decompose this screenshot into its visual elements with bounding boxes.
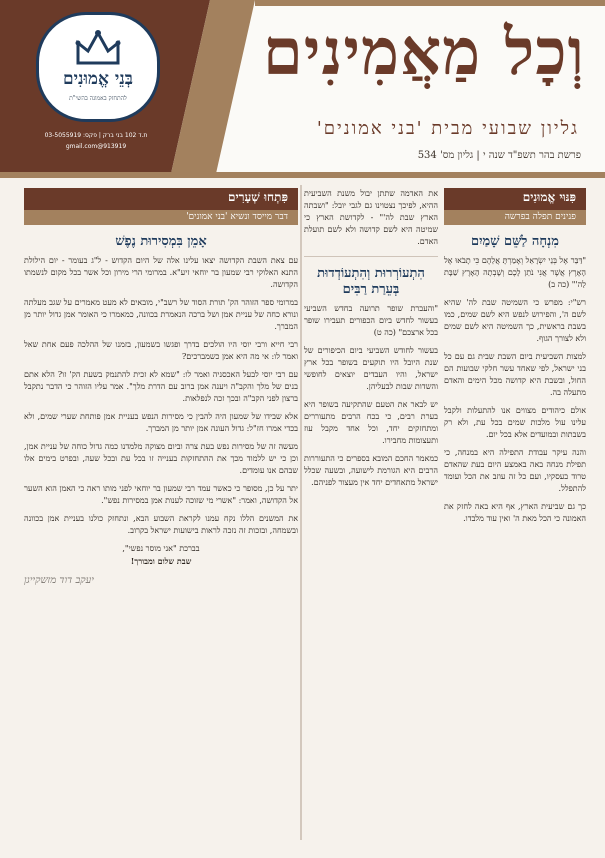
paragraph: עם רבי יוסי לבעל האכסניה ואמר לו: "שמא לא זכית להתנמק בשעת הק' זו? הלא אתם בנים של מלך והקב"ה ויענה אמן ברוב עם הדרת מלך". אמר עליו הזוהר כי הדבר נתקבל ברצון לפני הקב"ה ובכך זכה לנפלאות. — [24, 370, 298, 403]
masthead-title: וְכָל מַאֲמִינִים — [262, 15, 585, 90]
crown-icon — [74, 27, 122, 67]
column-left — [24, 188, 298, 838]
column-divider — [300, 185, 302, 840]
divider-rule — [304, 256, 438, 257]
middle-heading: הִתְעוֹרְרוּת וְהִתְעוֹדְדוּת בְּעֵרַת רַבִּים — [317, 266, 425, 297]
contact-address: ת.ד 102 בני ברק | פקס: 03-5055919 — [44, 132, 148, 139]
column-right — [444, 188, 586, 838]
paragraph: כמאמר החכם המובא בספרים כי התעוררות הרבים היא הגורמת לישועה, ובשעה שכלל ישראל מתאחדים יחד אין מעצור לפניהם. — [304, 454, 438, 487]
right-heading: מִנְחָה לַשֵּׁם שָׁמַיִם — [471, 234, 559, 249]
contact-email[interactable]: 913919@gmail.com — [65, 143, 127, 150]
paragraph: רבי חייא ורבי יוסי היו הולכים בדרך ופגשו בשמעון, בזמנו של ההלכה פעם אחת שאל ואמר לו: אי מה היא אמן כשמברכים? — [24, 340, 298, 361]
paragraph: בעשור לחודש השביעי ביום הכיפורים של שנת היובל היו תוקעים בשופר בכל ארץ ישראל, והיו העבדים יוצאים לחופשי והשדות שבות לבעליהן. — [304, 346, 438, 391]
paragraph: כך גם שביעית הארץ, אף היא באה לחזק את האמונה כי הכל מאת ה' ואין עוד מלבדו. — [444, 502, 586, 523]
contact-info — [26, 130, 166, 152]
middle-text-top — [304, 188, 438, 248]
paragraph: עם צאת השבת הקדושה יצאו עלינו אלה של היום הקדוש - ל"ג בעומר - יום הילולת התנא האלוקי רבי שמעון בר יוחאי זיע"א. במרומי הרי מירון וכל אשר בכל מקום לנשמתו הקדושה. — [24, 256, 298, 289]
left-heading: אָמֵן בִּמְסִירוּת נֶפֶשׁ — [115, 234, 207, 249]
paragraph: "והעברת שופר תרועה בחדש השביעי בעשור לחדש ביום הכפורים תעבירו שופר בכל ארצכם" (כה ט) — [304, 304, 438, 337]
logo-badge — [36, 12, 160, 122]
issue-info: פרשת בהר תשפ"ד שנה י | גליון מס' 534 — [417, 150, 581, 161]
right-sub-banner: פנינים תפלה בפרשה — [444, 210, 586, 225]
paragraph: את המשנים הללו נקח עמנו לקראת השבוע הבא, ונתחזק כולנו בעניית אמן בכוונה ובשמחה, ובזכות זה נזכה לראות בישועות ישראל בקרוב. — [24, 514, 298, 535]
paragraph: יש לבאר את הטעם שהתקיעה בשופר היא בערת רבים, כי בכח הרבים מתעוררים ומתחזקים יחד, וכל אחד מקבל עוז ותעצומות מחבירו. — [304, 400, 438, 445]
left-text — [24, 255, 298, 567]
left-banner: פִּתְחוּ שְׁעָרִים — [24, 188, 298, 210]
masthead-subtitle: גליון שבועי מבית 'בני אמונים' — [316, 118, 579, 139]
paragraph: אולם כיהודים מצווים אנו להתעלות ולקבל עלינו עול מלכות שמים בכל עת, ולא רק בשבתות ובמועדים אלא בכל יום. — [444, 406, 586, 439]
signature — [24, 575, 298, 586]
logo-name: בְּנֵי אֱמוּנִים — [62, 69, 134, 89]
left-sub-banner: דבר מייסד ונשיא 'בני אמונים' — [24, 210, 298, 225]
paragraph: רש"י: מפרש כי השמיטה שבת לה' שהיא לשם ה', והפירוש לנפש היא לשם שמים, כמו בשבת בראשית, כך השמיטה היא לשם שמים ולא לצורך הגוף. — [444, 298, 586, 343]
paragraph: את האדמה שתתן יבול משנת השביעית ההיא, לפיכך נצטוינו גם לגבי יובל: "ושבתה הארץ שבת לה'" - לקדושת הארץ כי שמיטה היא לשם קדושה ולא לשם תועלת האדם. — [304, 189, 438, 246]
masthead — [0, 0, 605, 178]
paragraph: מעשה זה של מסירות נפש בעת צרה וביום מצוקה מלמדנו כמה גדול כוחה של עניית אמן, וכן כי יש ללמוד מכך את ההתחזקות בענייה זו בכל עת ובכל שעה, ובפרט בימים אלו שבהם אנו עומדים. — [24, 442, 298, 475]
column-middle — [304, 188, 438, 838]
paragraph: אלא שבידו של שמעון היה להבין כי מסירות הנפש בעניית אמן פותחת שערי שמים, ולא בכדי אמרו חז"ל: גדול העונה אמן יותר מן המברך. — [24, 412, 298, 433]
right-text — [444, 255, 586, 525]
paragraph: "דַּבֵּר אֶל בְּנֵי יִשְׂרָאֵל וְאָמַרְתָּ אֲלֵהֶם כִּי תָבֹאוּ אֶל הָאָרֶץ אֲשֶׁר אֲנִי נֹתֵן לָכֶם וְשָׁבְתָה הָאָרֶץ שַׁבָּת לַה'" (כה ב) — [444, 256, 586, 289]
paragraph: למצות השביעית ביום השבת שבית גם עם כל בני ישראל, לפי שאחד עשר חלקי שבועות הם החול, ובשבת היא קדושה מכל הימים והאדם מתעלה בה. — [444, 352, 586, 397]
logo-tagline: להתחזק באמונה בהשי"ת — [69, 95, 127, 102]
signature-text: יעקב דוד מזשקייגן — [24, 575, 94, 586]
paragraph: במרומי ספר הזוהר הק' תורת הסוד של רשב"י, מובאים לא מעט מאמרים על שגב מעלתה ונורא כחה של עניית אמן ושל ברכה הנאמרת בכוונה, כמאמרו כי האומר אמן גדול יותר מן המברך. — [24, 298, 298, 331]
paragraph: והנה עיקר עבודת התפילה היא במנחה, כי תפילת מנחה באה באמצע היום בעת שהאדם טרוד בעסקיו, ועם כל זה עוזב את הכל ועומד להתפלל. — [444, 448, 586, 493]
middle-text — [304, 303, 438, 489]
right-banner: פִּנּוּי אֱמוּנִים — [444, 188, 586, 210]
paragraph: יתר על כן, מסופר כי כאשר עמד רבי שמעון בר יוחאי לפני מותו ראה כי האמן הוא השער אל הקדושה, ואמר: "אשרי מי שזוכה לענות אמן במסירות נפש". — [24, 484, 298, 505]
closing-line: בברכת "אני מוסר נפשי", — [122, 544, 200, 553]
closing-line: שבת שלום ומבורך! — [130, 556, 192, 566]
